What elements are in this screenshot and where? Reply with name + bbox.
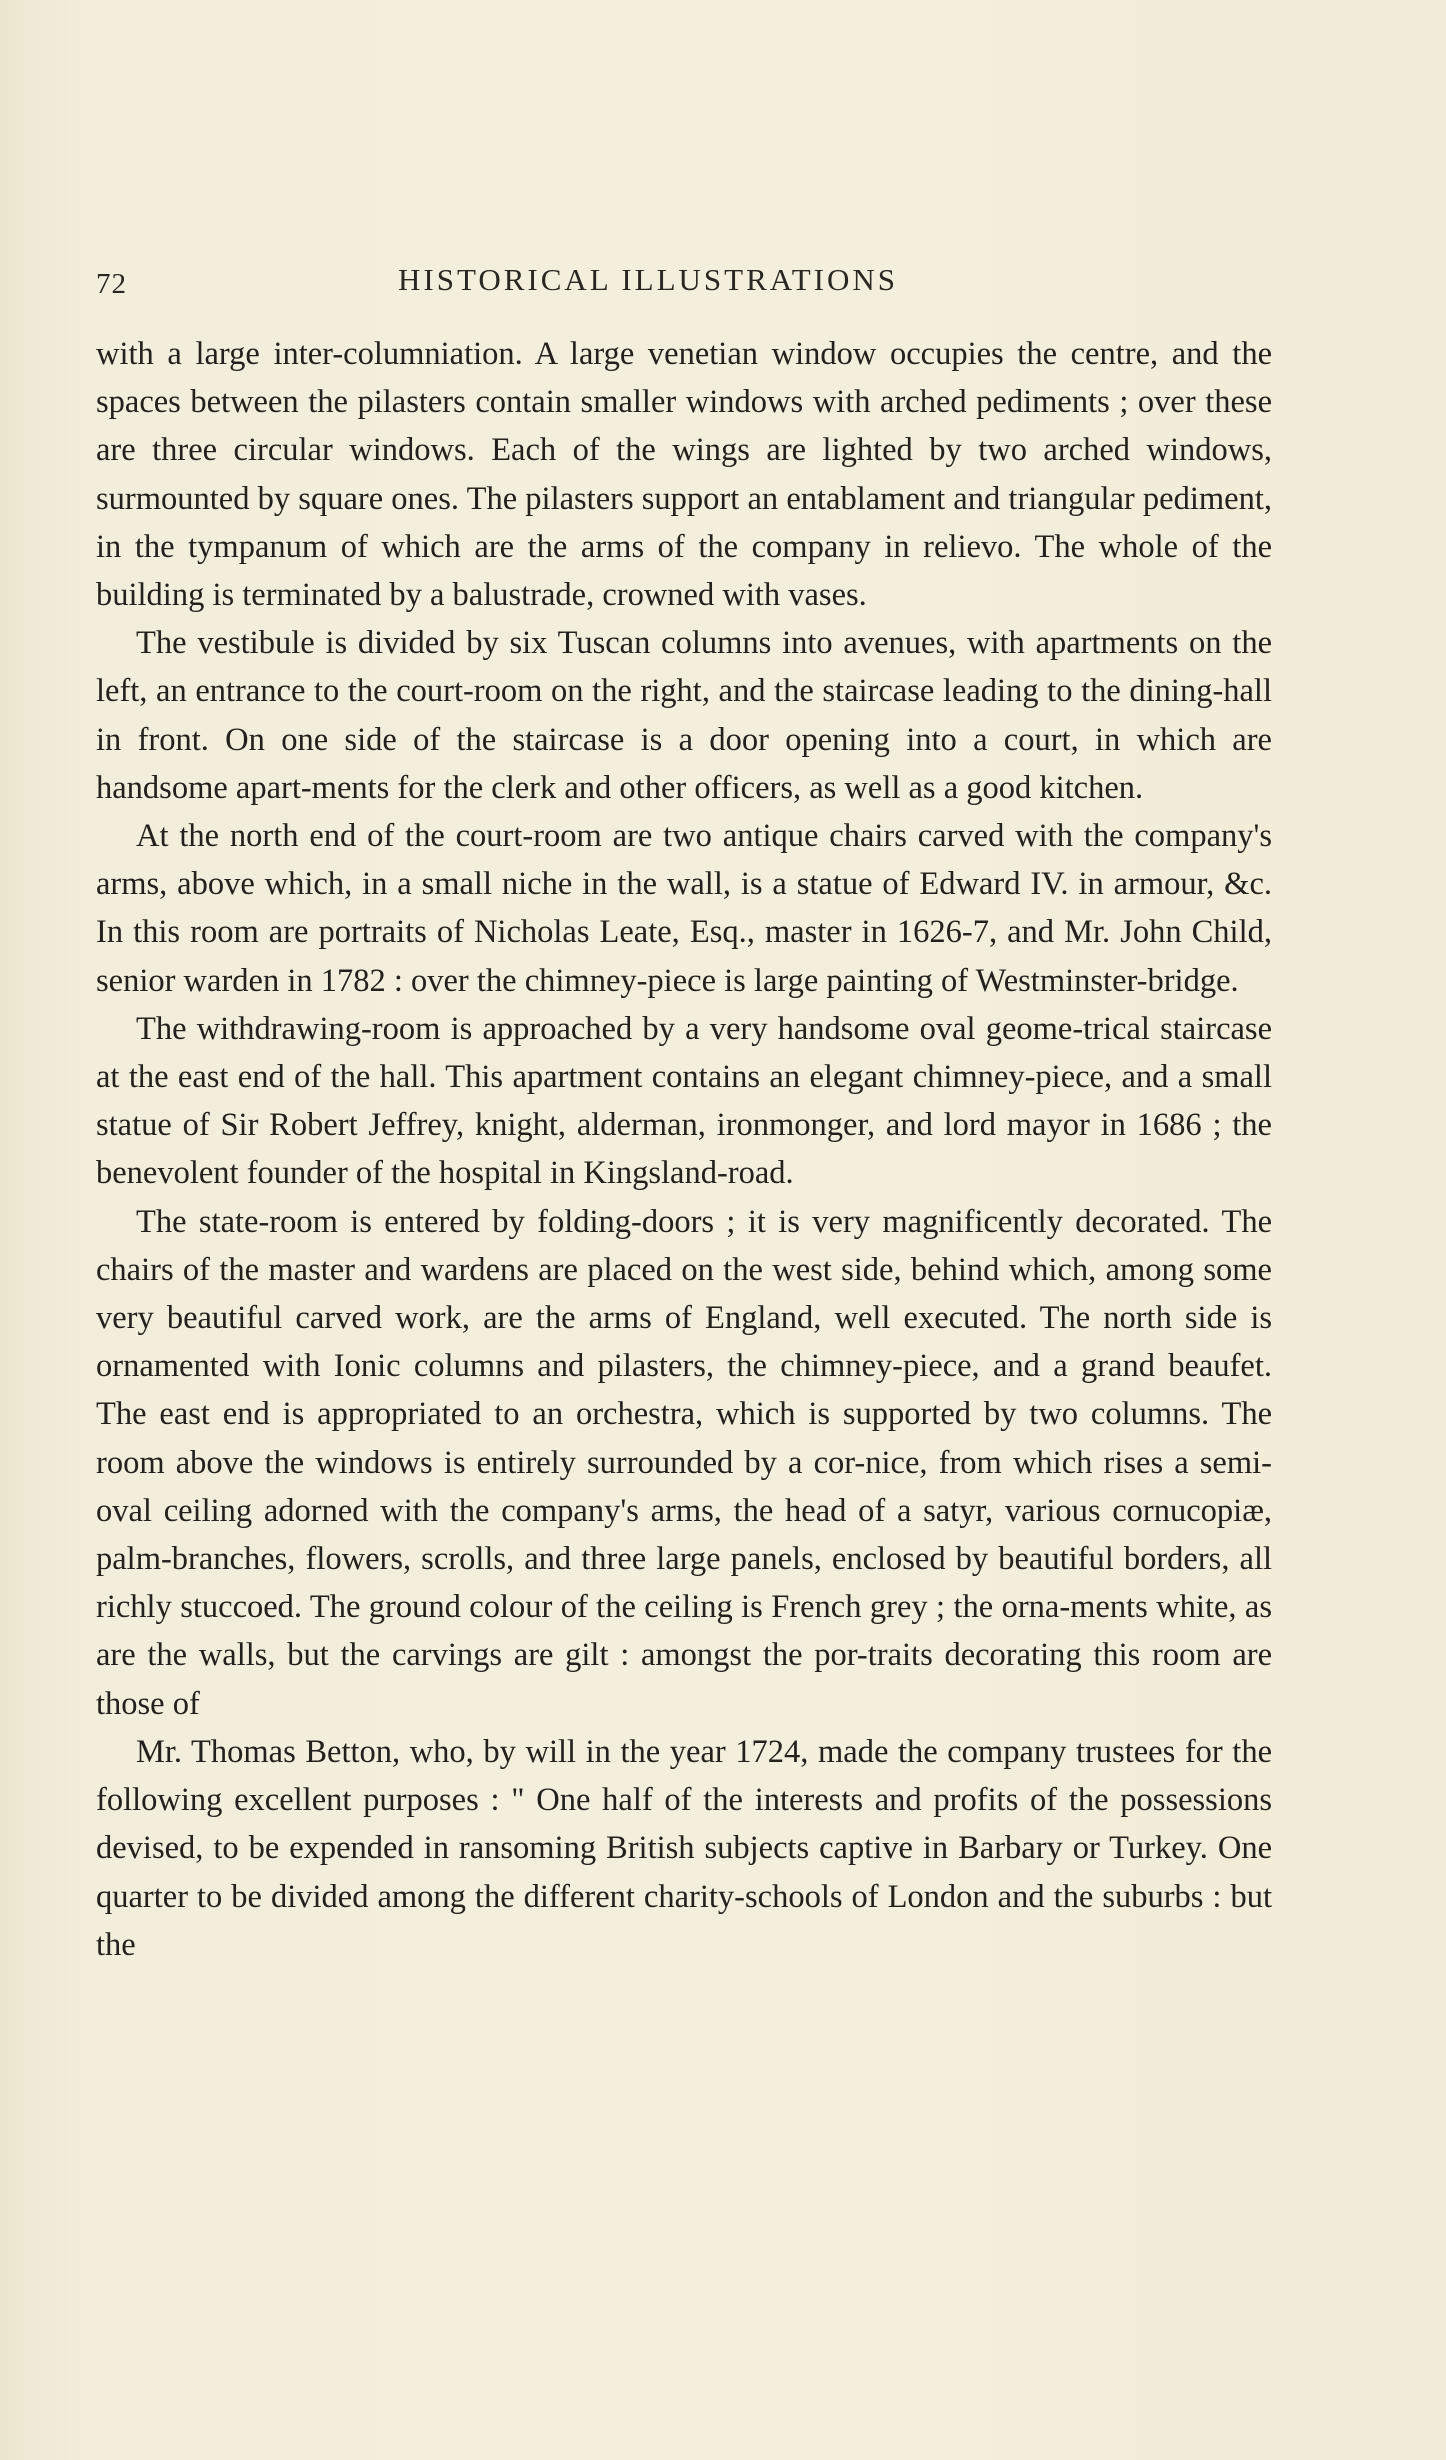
body-text [96,330,1272,1969]
page-number: 72 [96,268,127,300]
page-header [96,262,1276,312]
paragraph-thomas-betton: Mr. Thomas Betton, who, by will in the year 1724, made the company trustees for the following excellent purposes : " One half of the interests and profits of the possessions devised, to be expended in ransoming British subjects captive in Barbary or Turkey. One quarter to be divided among the different charity-schools of London and the suburbs : but the [96,1733,1272,1963]
running-title: HISTORICAL ILLUSTRATIONS [398,262,898,297]
paragraph-court-room: At the north end of the court-room are two antique chairs carved with the company's arms, above which, in a small niche in the wall, is a statue of Edward IV. in armour, &c. In this room are portraits of Nicholas Leate, Esq., master in 1626-7, and Mr. John Child, senior warden in 1782 : over the chimney-piece is large painting of Westminster-bridge. [96,818,1272,999]
paragraph-building-description: with a large inter-columniation. A large venetian window occupies the centre, and the spaces between the pilasters contain smaller windows with arched pediments ; over these are three circular windows. Each of the wings are lighted by two arched windows, surmounted by square ones. The pilasters support an entablament and triangular pediment, in the tympanum of which are the arms of the company in relievo. The whole of the building is terminated by a balustrade, crowned with vases. [96,336,1272,614]
paragraph-state-room: The state-room is entered by folding-doors ; it is very magnificently decorated. The chairs of the master and wardens are placed on the west side, behind which, among some very beautiful carved work, are the arms of England, well executed. The north side is ornamented with Ionic columns and pilasters, the chimney-piece, and a grand beaufet. The east end is appropriated to an orchestra, which is supported by two columns. The room above the windows is entirely surrounded by a cor-nice, from which rises a semi-oval ceiling adorned with the company's arms, the head of a satyr, various cornucopiæ, palm-branches, flowers, scrolls, and three large panels, enclosed by beautiful borders, all richly stuccoed. The ground colour of the ceiling is French grey ; the orna-ments white, as are the walls, but the carvings are gilt : amongst the por-traits decorating this room are those of [96,1203,1272,1722]
paragraph-vestibule: The vestibule is divided by six Tuscan columns into avenues, with apartments on the left, an entrance to the court-room on the right, and the staircase leading to the dining-hall in front. On one side of the staircase is a door opening into a court, in which are handsome apart-ments for the clerk and other officers, as well as a good kitchen. [96,625,1272,806]
paragraph-withdrawing-room: The withdrawing-room is approached by a very handsome oval geome-trical staircase at the east end of the hall. This apartment contains an elegant chimney-piece, and a small statue of Sir Robert Jeffrey, knight, alderman, ironmonger, and lord mayor in 1686 ; the benevolent founder of the hospital in Kingsland-road. [96,1010,1272,1192]
